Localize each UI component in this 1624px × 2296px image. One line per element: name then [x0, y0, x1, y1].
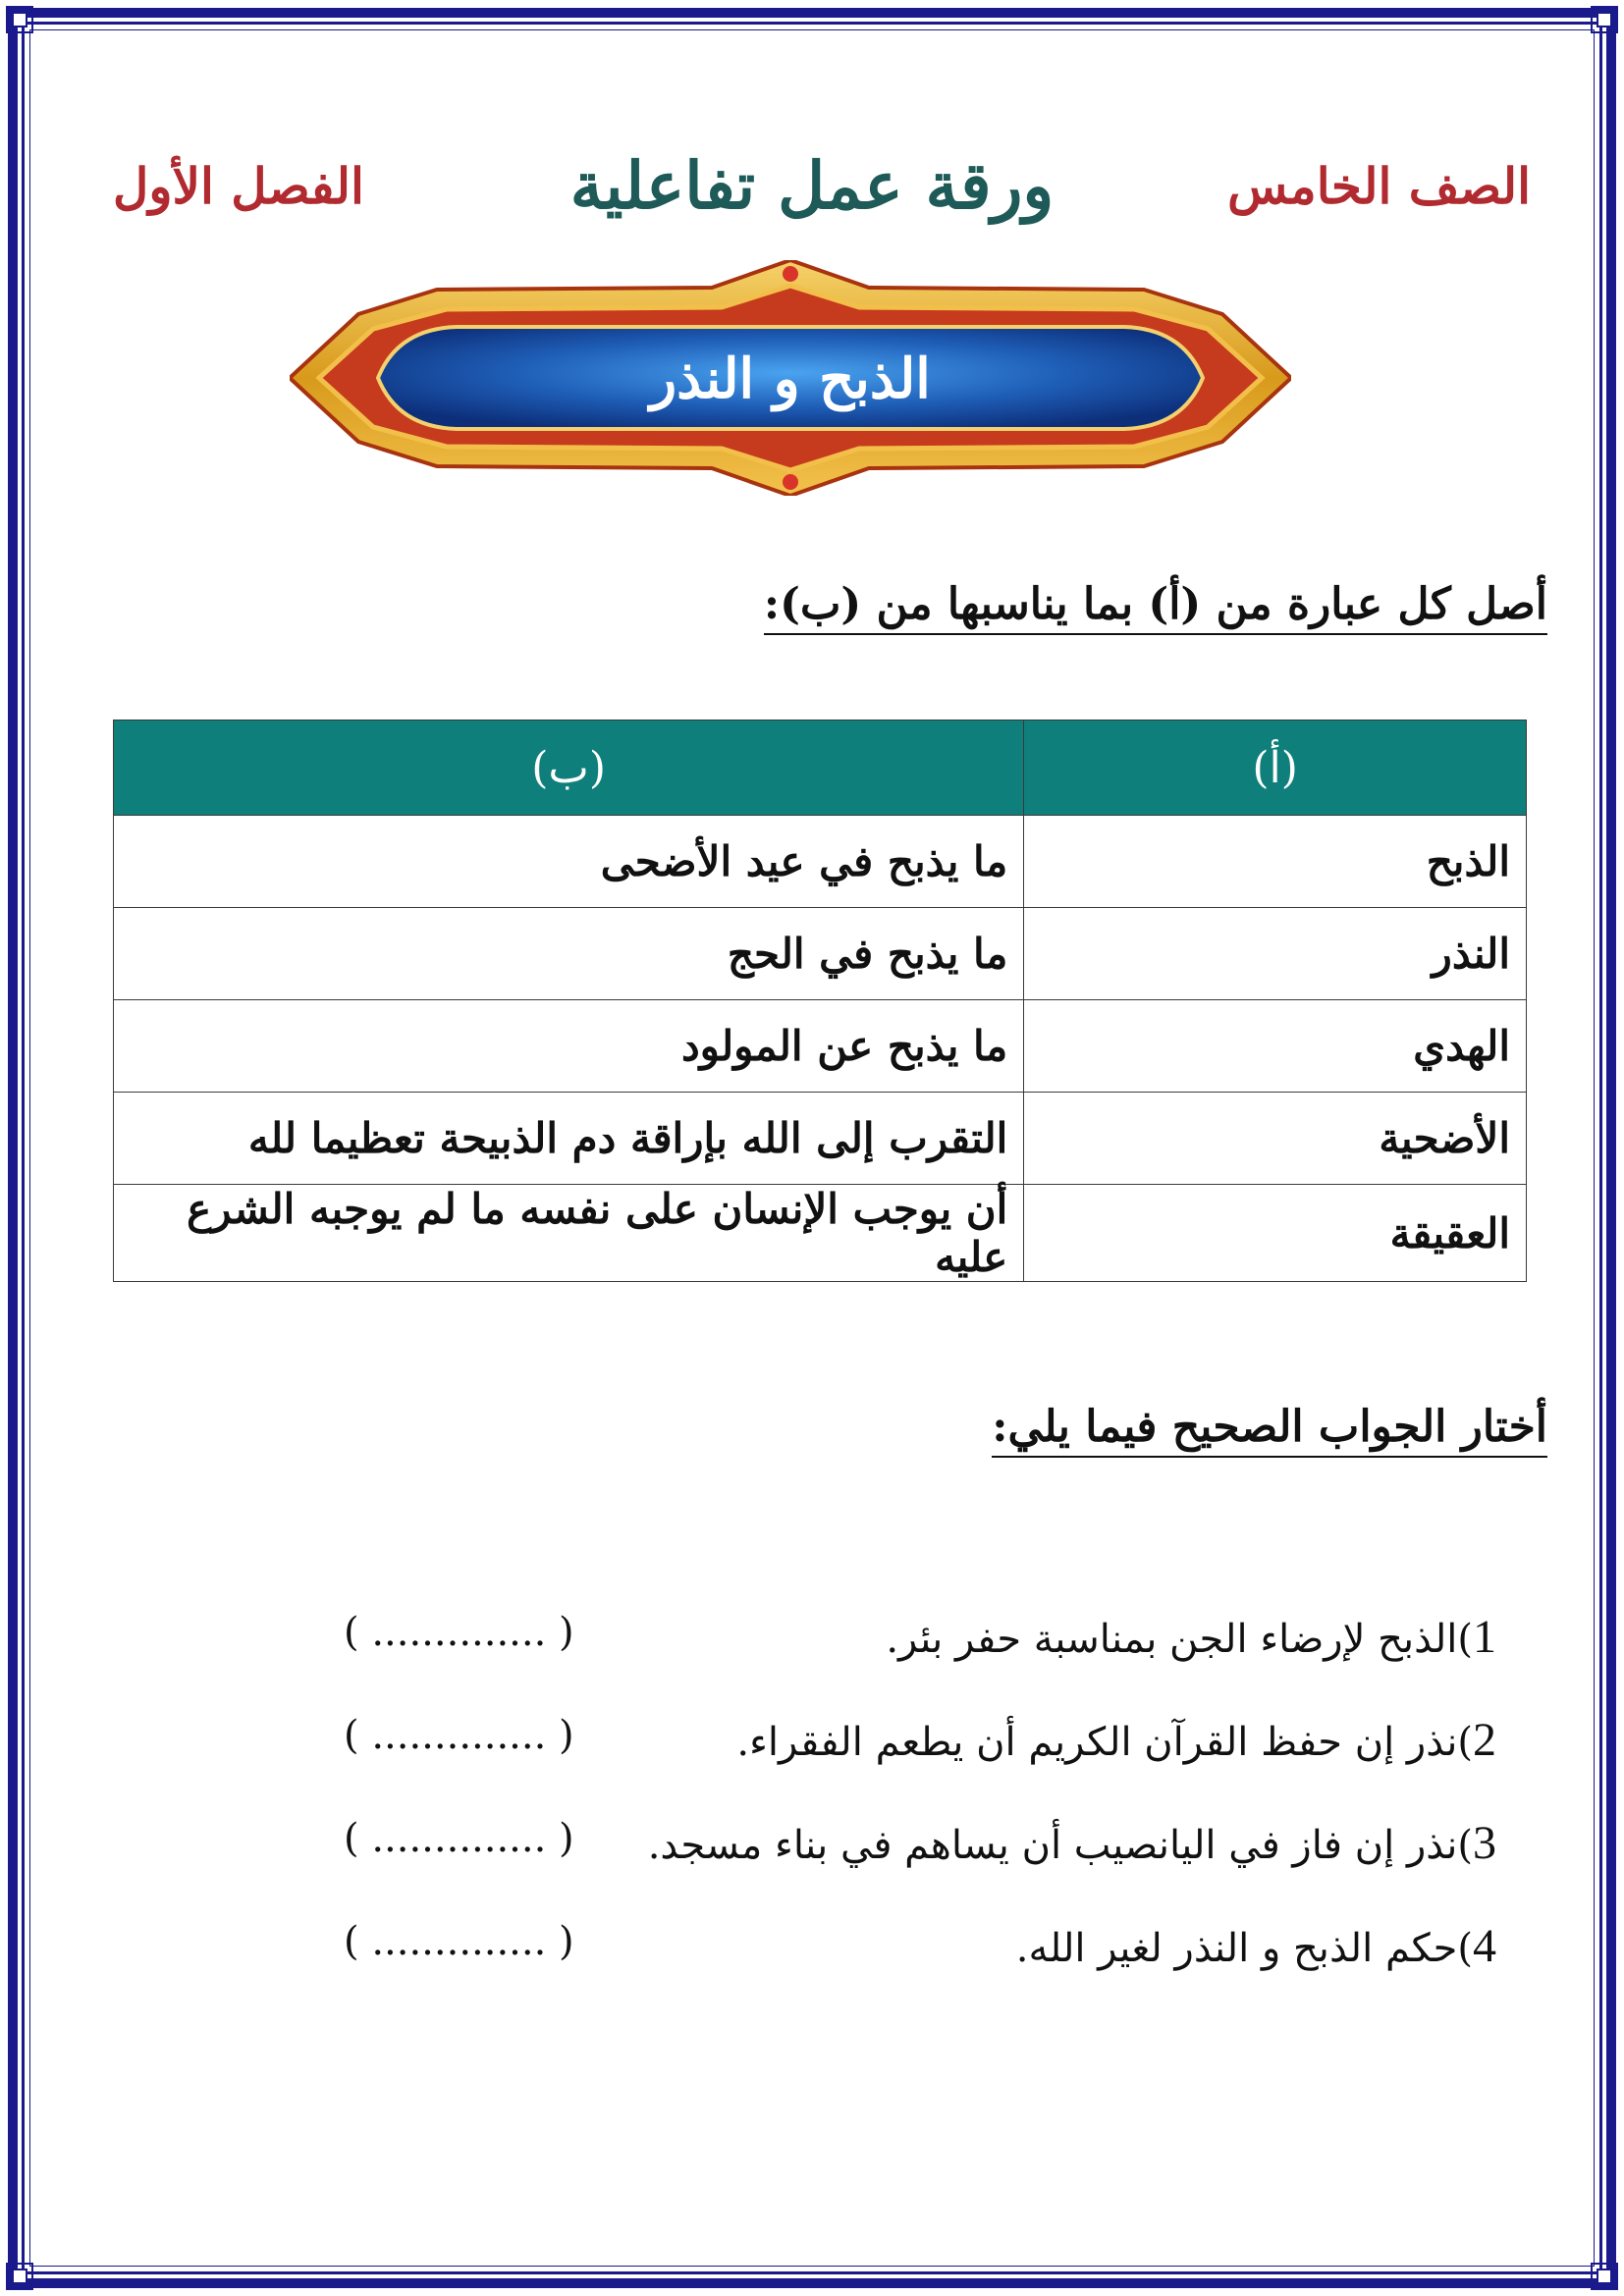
question-item: 3)نذر إن فاز في اليانصيب أن يساهم في بناء مسجد. ( .............. ) — [344, 1816, 1496, 1869]
lesson-title: الذبح و النذر — [650, 347, 931, 411]
question-number: 3 — [1473, 1817, 1496, 1869]
frame-corner-ornament — [1585, 2257, 1624, 2296]
question-number: 2 — [1473, 1714, 1496, 1766]
definition-cell: التقرب إلى الله بإراقة دم الذبيحة تعظيما لله — [114, 1093, 1024, 1185]
term-cell: الهدي — [1024, 1000, 1527, 1093]
table-row — [114, 1093, 1527, 1185]
table-row — [114, 1000, 1527, 1093]
question-item: 1)الذبح لإرضاء الجن بمناسبة حفر بئر. ( .............. ) — [344, 1610, 1496, 1663]
term-cell: العقيقة — [1024, 1185, 1527, 1282]
answer-blank[interactable]: ( .............. ) — [344, 1610, 574, 1655]
term-cell: النذر — [1024, 908, 1527, 1000]
worksheet-title: ورقة عمل تفاعلية — [569, 147, 1055, 224]
frame-corner-ornament — [0, 0, 39, 39]
question-text: نذر إن حفظ القرآن الكريم أن يطعم الفقراء. — [736, 1720, 1458, 1765]
matching-instruction: أصل كل عبارة من (أ) بما يناسبها من (ب): — [764, 579, 1547, 635]
definition-cell: ما يذبح عن المولود — [114, 1000, 1024, 1093]
definition-cell: أن يوجب الإنسان على نفسه ما لم يوجبه الشرع عليه — [114, 1185, 1024, 1282]
table-row — [114, 816, 1527, 908]
question-item: 4)حكم الذبح و النذر لغير الله. ( .............. ) — [344, 1919, 1496, 1972]
lesson-banner — [290, 260, 1291, 496]
question-text: حكم الذبح و النذر لغير الله. — [1015, 1926, 1458, 1971]
frame-corner-ornament — [1585, 0, 1624, 39]
term-label: الفصل الأول — [113, 157, 364, 215]
matching-table — [113, 720, 1527, 1282]
table-header-row — [114, 721, 1527, 816]
question-text: الذبح لإرضاء الجن بمناسبة حفر بئر. — [886, 1617, 1458, 1662]
question-number: 1 — [1473, 1611, 1496, 1663]
question-text: نذر إن فاز في اليانصيب أن يساهم في بناء مسجد. — [647, 1823, 1458, 1868]
column-header-b: (ب) — [114, 721, 1024, 816]
answer-blank[interactable]: ( .............. ) — [344, 1816, 574, 1861]
column-header-a: (أ) — [1024, 721, 1527, 816]
question-item: 2)نذر إن حفظ القرآن الكريم أن يطعم الفقراء. ( .............. ) — [344, 1713, 1496, 1766]
answer-blank[interactable]: ( .............. ) — [344, 1919, 574, 1964]
term-cell: الأضحية — [1024, 1093, 1527, 1185]
answer-blank[interactable]: ( .............. ) — [344, 1713, 574, 1758]
choose-answer-instruction: أختار الجواب الصحيح فيما يلي: — [992, 1402, 1547, 1458]
term-cell: الذبح — [1024, 816, 1527, 908]
definition-cell: ما يذبح في الحج — [114, 908, 1024, 1000]
question-number: 4 — [1473, 1920, 1496, 1972]
definition-cell: ما يذبح في عيد الأضحى — [114, 816, 1024, 908]
frame-corner-ornament — [0, 2257, 39, 2296]
table-row — [114, 1185, 1527, 1282]
grade-label: الصف الخامس — [1227, 157, 1531, 215]
table-row — [114, 908, 1527, 1000]
